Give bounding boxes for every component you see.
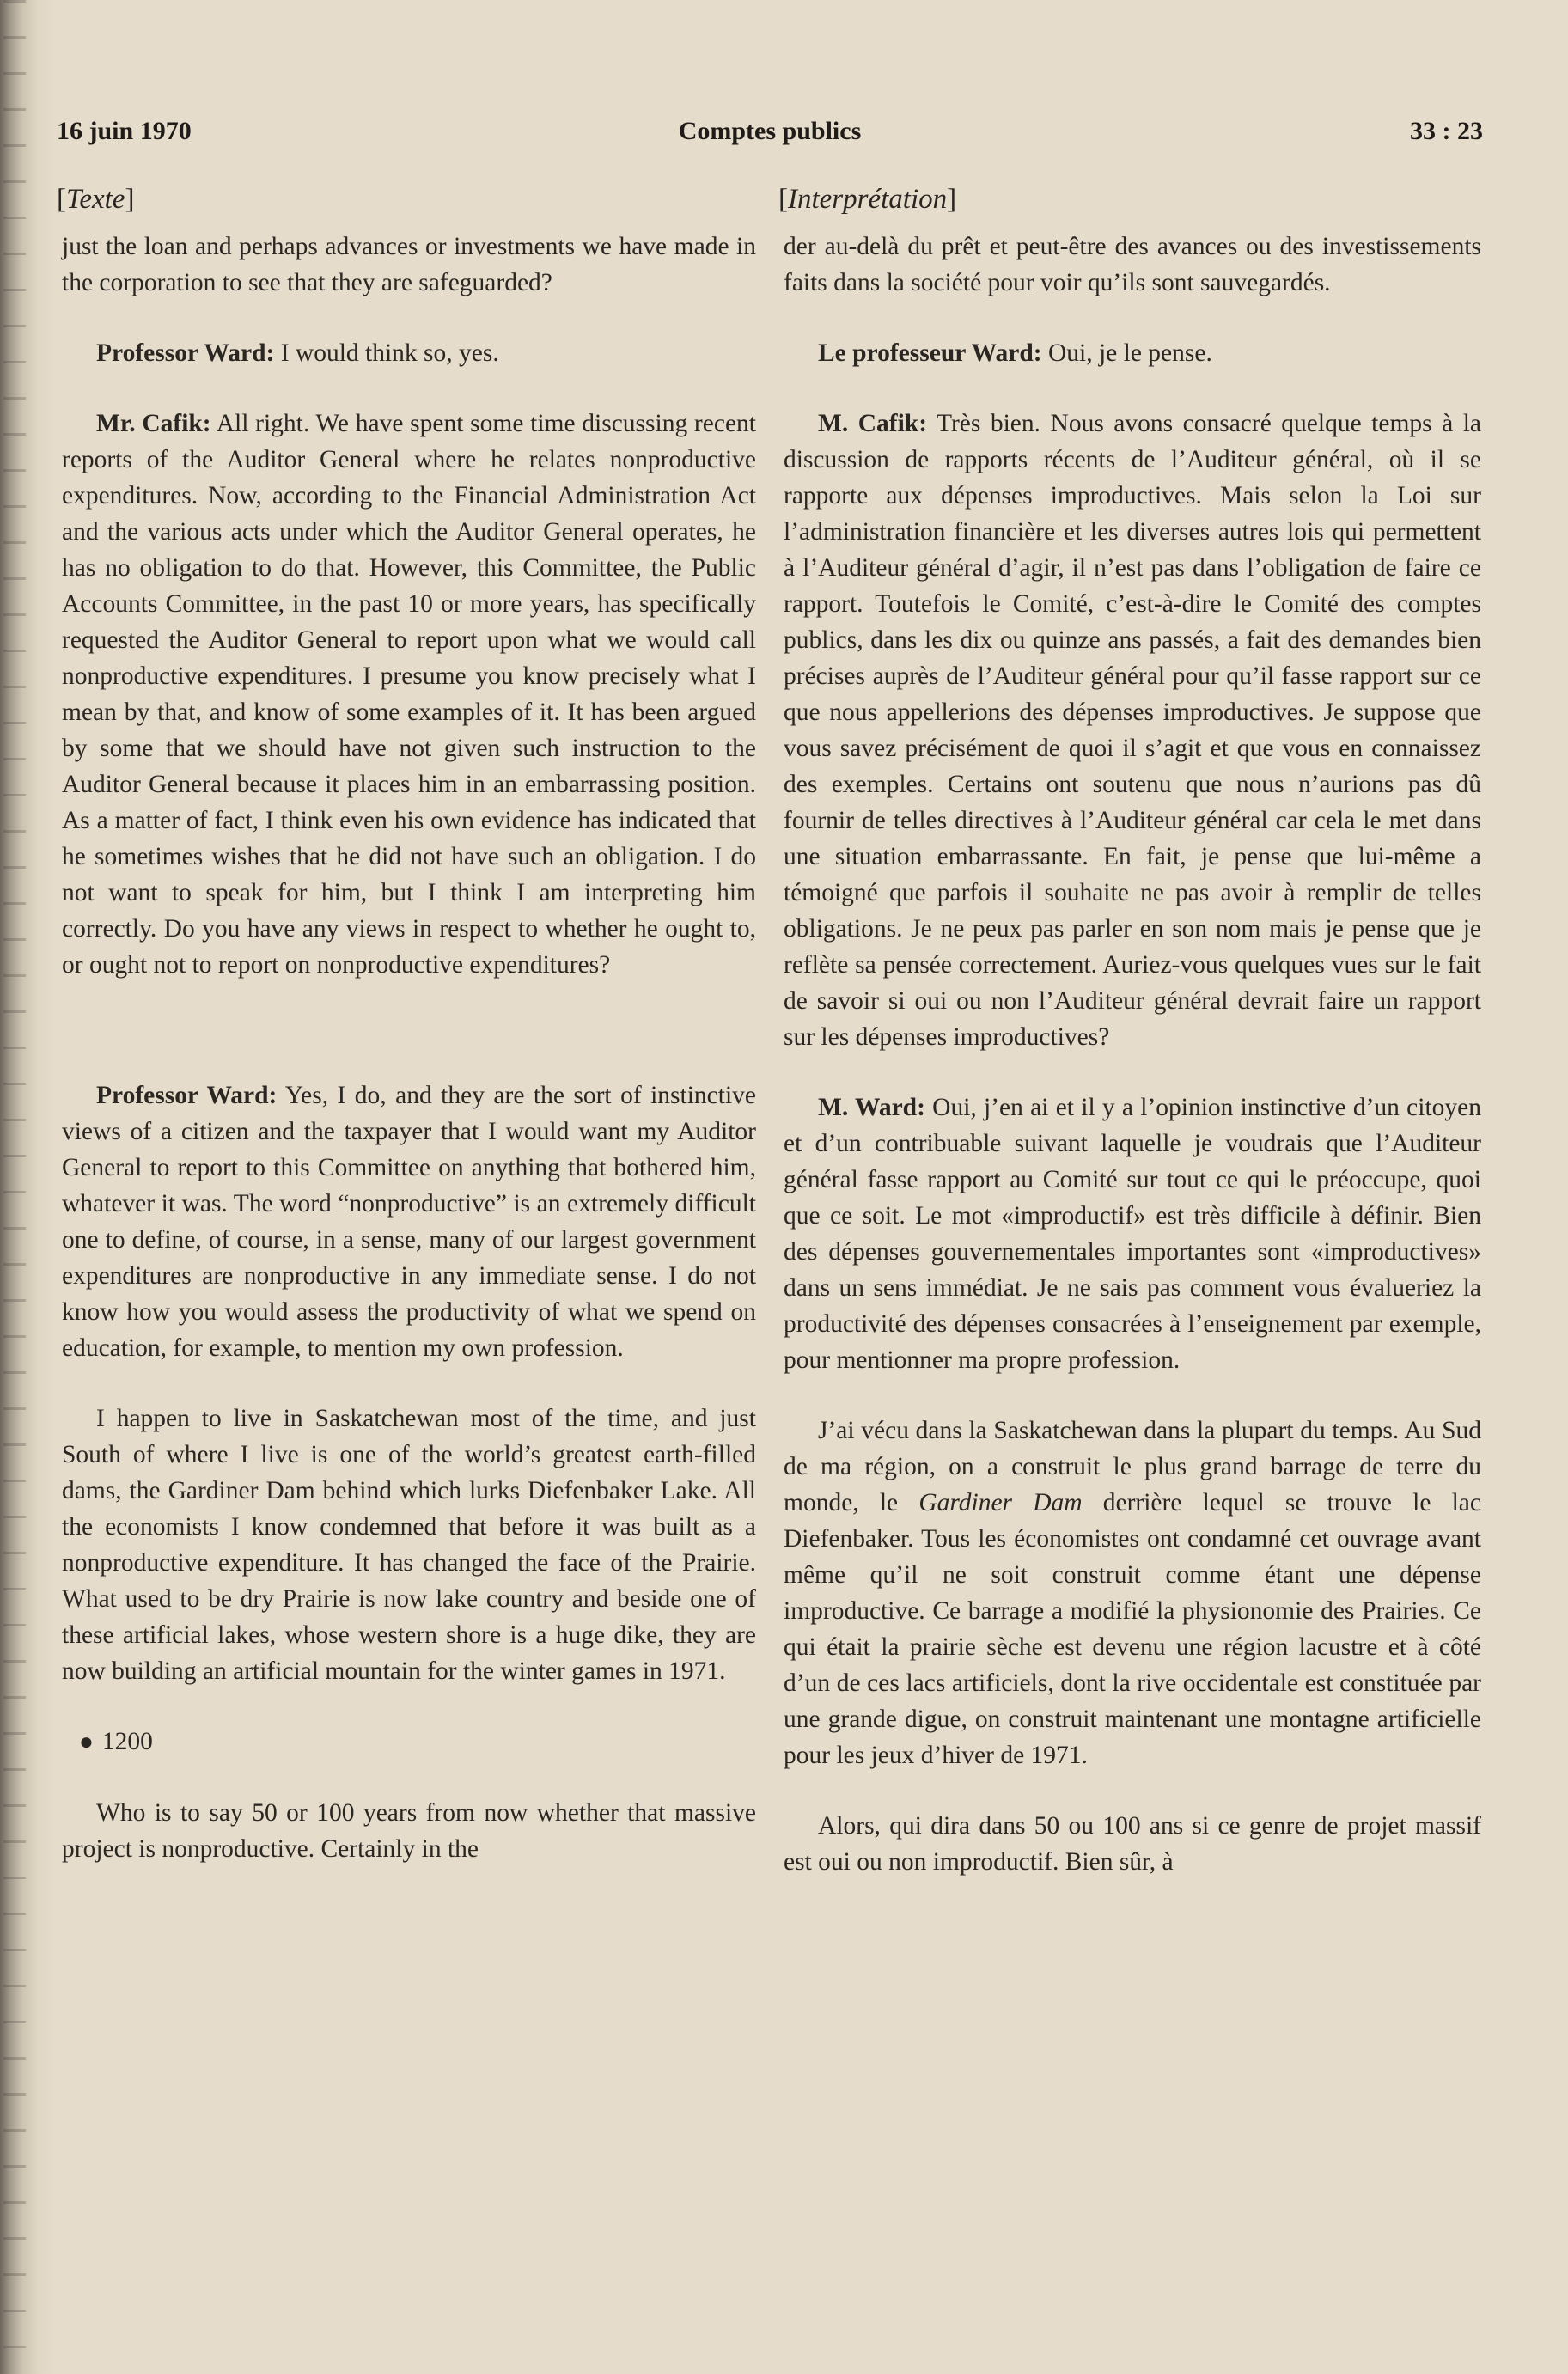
speech-text: Yes, I do, and they are the sort of instinctive views of a citizen and the taxpayer that I would want my Auditor General to report to this Committee on anything that bothered him, whatever it was. The word “nonproductive” is an extremely difficult one to define, of course, in a sense, many of our largest government expenditures are nonproductive in any immediate sense. I do not know how you would assess the productivity of what we spend on education, for example, to mention my own profession. bbox=[62, 1082, 756, 1362]
french-paragraph-6: Alors, qui dira dans 50 ou 100 ans si ce genre de projet massif est oui ou non improductif. Bien sûr, à bbox=[784, 1812, 1481, 1876]
french-paragraph-3 bbox=[784, 406, 1481, 1055]
french-column bbox=[778, 180, 1482, 1880]
header-date: 16 juin 1970 bbox=[57, 117, 192, 145]
english-paragraph-3 bbox=[62, 406, 756, 983]
english-paragraph-4 bbox=[62, 1077, 756, 1366]
french-paragraph-4 bbox=[784, 1089, 1481, 1378]
english-section-label: [Texte] bbox=[57, 184, 135, 215]
binding-stitch-marks bbox=[3, 0, 26, 2374]
speech-text: I would think so, yes. bbox=[274, 339, 499, 367]
page-header bbox=[57, 117, 1483, 151]
english-column bbox=[57, 180, 756, 1867]
bullet-icon: ● bbox=[79, 1729, 94, 1755]
speaker-name: M. Ward: bbox=[818, 1094, 925, 1121]
french-paragraph-2 bbox=[784, 335, 1481, 371]
speaker-name: Professor Ward: bbox=[96, 339, 275, 367]
english-label-text: Texte bbox=[66, 184, 125, 215]
speaker-name: M. Cafik: bbox=[818, 410, 928, 437]
speech-text: Oui, je le pense. bbox=[1041, 339, 1212, 367]
english-paragraph-1: just the loan and perhaps advances or investments we have made in the corporation to see that they are safeguarded? bbox=[62, 233, 756, 296]
english-paragraph-6: Who is to say 50 or 100 years from now whether that massive project is nonproductive. Certainly in the bbox=[62, 1799, 756, 1863]
header-title: Comptes publics bbox=[678, 117, 862, 145]
speaker-name: Professor Ward: bbox=[96, 1082, 278, 1109]
english-paragraph-5: I happen to live in Saskatchewan most of the time, and just South of where I live is one of the world’s greatest earth-filled dams, the Gardiner Dam behind which lurks Diefenbaker Lake. All the economists I know condemned that before it was built as a nonproductive expenditure. It has changed the face of the Prairie. What used to be dry Prairie is now lake country and beside one of these artificial lakes, whose western shore is a huge dike, they are now building an artificial mountain for the winter games in 1971. bbox=[62, 1405, 756, 1685]
speaker-name: Le professeur Ward: bbox=[818, 339, 1042, 367]
header-page-number: 33 : 23 bbox=[1410, 117, 1483, 145]
french-paragraph-1: der au-delà du prêt et peut-être des avances ou des investissements faits dans la société pour voir qu’ils sont sauvegardés. bbox=[784, 233, 1481, 296]
french-label-text: Interprétation bbox=[788, 184, 948, 215]
timestamp-text: 1200 bbox=[101, 1728, 153, 1755]
speech-text: J’ai vécu dans la Saskatchewan dans la plupart du temps. Au Sud de ma région, on a construit le plus grand barrage de terre du monde, le bbox=[784, 1417, 1481, 1517]
speech-text: derrière lequel se trouve le lac Diefenbaker. Tous les économistes ont condamné cet ouvrage avant même qu’il ne soit construit comme étant une dépense improductive. Ce barrage a modifié la physionomie des Prairies. Ce qui était la prairie sèche est devenu une région lacustre et à côté d’un de ces lacs artificiels, dont la rive occidentale est constituée par une grande digue, on construit maintenant une montagne artificielle pour les jeux d’hiver de 1971. bbox=[784, 1489, 1481, 1769]
french-section-label: [Interprétation] bbox=[778, 184, 957, 215]
speech-text: Oui, j’en ai et il y a l’opinion instinctive d’un citoyen et d’un contribuable suivant laquelle je voudrais que l’Auditeur général fasse rapport au Comité sur tout ce qui le préoccupe, quoi que ce soit. Le mot «improductif» est très difficile à définir. Bien des dépenses gouvernementales importantes sont «improductives» dans un sens immédiat. Je ne sais pas comment vous évalueriez la productivité des dépenses consacrées à l’enseignement par exemple, pour mentionner ma propre profession. bbox=[784, 1094, 1481, 1374]
speaker-name: Mr. Cafik: bbox=[96, 410, 211, 437]
french-paragraph-5 bbox=[784, 1413, 1481, 1773]
english-paragraph-2 bbox=[62, 335, 756, 371]
speech-text: All right. We have spent some time discussing recent reports of the Auditor General where he relates nonproductive expenditures. Now, according to the Financial Administration Act and the various acts under which the Auditor General operates, he has no obligation to do that. However, this Committee, the Public Accounts Committee, in the past 10 or more years, has specifically requested the Auditor General to report upon what we would call nonproductive expenditures. I presume you know precisely what I mean by that, and know of some examples of it. It has been argued by some that we should have not given such instruction to the Auditor General because it places him in an embarrassing position. As a matter of fact, I think even his own evidence has indicated that he sometimes wishes that he did not have such an obligation. I do not want to speak for him, but I think I am interpreting him correctly. Do you have any views in respect to whether he ought to, or ought not to report on nonproductive expenditures? bbox=[62, 410, 756, 979]
speech-text: Très bien. Nous avons consacré quelque temps à la discussion de rapports récents de l’Auditeur général, où il se rapporte aux dépenses improductives. Mais selon la Loi sur l’administration financière et les diverses autres lois qui permettent à l’Auditeur général d’agir, il n’est pas dans l’obligation de faire ce rapport. Toutefois le Comité, c’est-à-dire le Comité des comptes publics, dans les dix ou quinze ans passés, a fait des demandes bien précises auprès de l’Auditeur général pour qu’il fasse rapport sur ce que nous appellerions des dépenses improductives. Je suppose que vous savez précisément de quoi il s’agit et que vous en connaissez des exemples. Certains ont soutenu que nous n’aurions pas dû fournir de telles directives à l’Auditeur général car cela le met dans une situation embarrassante. En fait, je pense que lui-même a témoigné que parfois il souhaite ne pas avoir à remplir de telles obligations. Je ne peux pas parler en son nom mais je pense que je reflète sa pensée correctement. Auriez-vous quelques vues sur le fait de savoir si oui ou non l’Auditeur général devrait faire un rapport sur les dépenses improductives? bbox=[784, 410, 1482, 1051]
dam-name: Gardiner Dam bbox=[918, 1489, 1083, 1517]
timestamp-marker bbox=[79, 1724, 756, 1761]
